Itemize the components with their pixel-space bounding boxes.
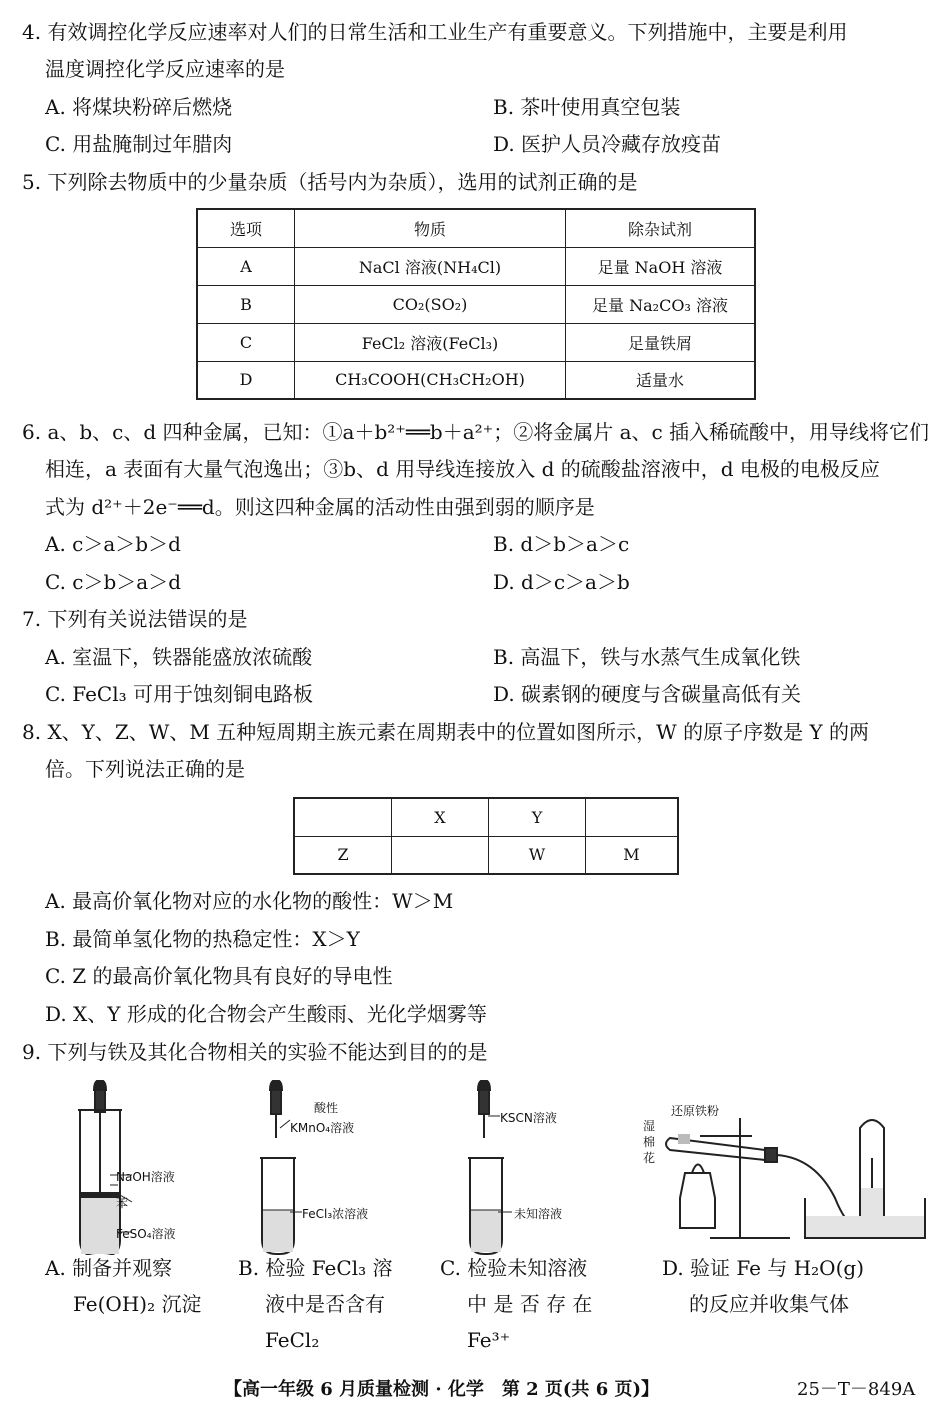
q6-option-a: A. c＞a＞b＞d — [45, 532, 181, 556]
fig-a-caption-2: Fe(OH)₂ 沉淀 — [73, 1292, 202, 1316]
fig-c-caption-1: C. 检验未知溶液 — [440, 1256, 588, 1280]
table-row — [197, 209, 755, 247]
figure-d-apparatus — [640, 1098, 930, 1248]
fig-b-caption-3: FeCl₂ — [265, 1328, 320, 1352]
q8-option-d: D. X、Y 形成的化合物会产生酸雨、光化学烟雾等 — [45, 1002, 487, 1026]
q7-option-b: B. 高温下，铁与水蒸气生成氧化铁 — [493, 645, 801, 669]
table-cell: M — [586, 836, 679, 874]
table-cell — [392, 836, 489, 874]
fig-d-label-wet-2: 棉 — [643, 1135, 656, 1149]
fig-a-label-benzene: 苯 — [116, 1196, 129, 1210]
table-row — [197, 247, 755, 285]
fig-c-caption-3: Fe³⁺ — [467, 1328, 511, 1352]
table-row — [294, 798, 678, 836]
table-cell: Y — [489, 798, 586, 836]
table-cell: NaCl 溶液(NH₄Cl) — [295, 247, 566, 285]
q4-option-a: A. 将煤块粉碎后燃烧 — [45, 95, 233, 119]
table-cell: CO₂(SO₂) — [295, 285, 566, 323]
q6-option-b: B. d＞b＞a＞c — [493, 532, 630, 556]
table-cell: X — [392, 798, 489, 836]
q7-option-d: D. 碳素钢的硬度与含碳量高低有关 — [493, 682, 802, 706]
fig-b-caption-2: 液中是否含有 — [265, 1292, 385, 1316]
fig-d-label-iron-powder: 还原铁粉 — [671, 1104, 720, 1118]
fig-d-label-wet-3: 花 — [643, 1151, 656, 1165]
table-row — [294, 836, 678, 874]
fig-a-caption-1: A. 制备并观察 — [45, 1256, 173, 1280]
q4-option-b: B. 茶叶使用真空包装 — [493, 95, 681, 119]
table-row — [197, 323, 755, 361]
table-header: 除杂试剂 — [566, 209, 756, 247]
q8-stem-line2: 倍。下列说法正确的是 — [45, 757, 245, 781]
fig-c-caption-2: 中 是 否 存 在 — [467, 1292, 593, 1316]
q4-option-d: D. 医护人员冷藏存放疫苗 — [493, 132, 722, 156]
table-cell: 足量铁屑 — [566, 323, 756, 361]
table-header: 物质 — [295, 209, 566, 247]
fig-d-caption-1: D. 验证 Fe 与 H₂O(g) — [662, 1256, 864, 1280]
table-cell: 足量 Na₂CO₃ 溶液 — [566, 285, 756, 323]
fig-b-caption-1: B. 检验 FeCl₃ 溶 — [238, 1256, 393, 1280]
q8-stem-line1: 8. X、Y、Z、W、M 五种短周期主族元素在周期表中的位置如图所示，W 的原子序数是 Y 的两 — [22, 720, 870, 744]
table-cell: 足量 NaOH 溶液 — [566, 247, 756, 285]
q8-option-b: B. 最简单氢化物的热稳定性：X＞Y — [45, 927, 360, 951]
q5-stem: 5. 下列除去物质中的少量杂质（括号内为杂质），选用的试剂正确的是 — [22, 170, 638, 194]
table-cell: A — [197, 247, 295, 285]
fig-b-label-kmno4: KMnO₄溶液 — [290, 1121, 355, 1135]
q7-stem: 7. 下列有关说法错误的是 — [22, 607, 248, 631]
table-cell — [294, 798, 392, 836]
fig-a-label-feso4: FeSO₄溶液 — [116, 1227, 176, 1241]
q6-option-c: C. c＞b＞a＞d — [45, 570, 182, 594]
q7-option-a: A. 室温下，铁器能盛放浓硫酸 — [45, 645, 313, 669]
fig-c-label-unknown: 未知溶液 — [514, 1207, 563, 1221]
q8-option-c: C. Z 的最高价氧化物具有良好的导电性 — [45, 964, 393, 988]
table-cell: Z — [294, 836, 392, 874]
table-cell: FeCl₂ 溶液(FeCl₃) — [295, 323, 566, 361]
fig-d-caption-2: 的反应并收集气体 — [689, 1292, 849, 1316]
footer-page-info: 【高一年级 6 月质量检测 · 化学 第 2 页(共 6 页)】 — [224, 1379, 660, 1400]
table-cell: CH₃COOH(CH₃CH₂OH) — [295, 361, 566, 399]
table-cell: B — [197, 285, 295, 323]
q4-stem-line2: 温度调控化学反应速率的是 — [45, 57, 285, 81]
table-cell: 适量水 — [566, 361, 756, 399]
q5-table — [196, 208, 756, 400]
periodic-table-fragment — [293, 797, 679, 875]
table-cell — [586, 798, 679, 836]
q9-stem: 9. 下列与铁及其化合物相关的实验不能达到目的的是 — [22, 1040, 488, 1064]
table-cell: W — [489, 836, 586, 874]
q6-option-d: D. d＞c＞a＞b — [493, 570, 630, 594]
footer-code: 25－T－849A — [797, 1379, 916, 1400]
fig-c-label-kscn: KSCN溶液 — [500, 1111, 557, 1125]
fig-a-label-naoh: NaOH溶液 — [116, 1170, 175, 1184]
q6-stem-line3: 式为 d²⁺＋2e⁻══d。则这四种金属的活动性由强到弱的顺序是 — [45, 495, 595, 519]
table-cell: D — [197, 361, 295, 399]
q4-option-c: C. 用盐腌制过年腊肉 — [45, 132, 233, 156]
q8-option-a: A. 最高价氧化物对应的水化物的酸性：W＞M — [45, 889, 454, 913]
fig-b-label-acidic: 酸性 — [314, 1101, 339, 1115]
table-row — [197, 285, 755, 323]
q7-option-c: C. FeCl₃ 可用于蚀刻铜电路板 — [45, 682, 313, 706]
q4-stem-line1: 4. 有效调控化学反应速率对人们的日常生活和工业生产有重要意义。下列措施中，主要是利用 — [22, 20, 848, 44]
q6-stem-line2: 相连，a 表面有大量气泡逸出；③b、d 用导线连接放入 d 的硫酸盐溶液中，d 电极的电极反应 — [45, 457, 880, 481]
fig-b-label-fecl3: FeCl₃浓溶液 — [302, 1207, 369, 1221]
table-cell: C — [197, 323, 295, 361]
figure-c-test-tube — [458, 1080, 538, 1255]
q6-stem-line1: 6. a、b、c、d 四种金属，已知：①a＋b²⁺══b＋a²⁺；②将金属片 a、c 插入稀硫酸中，用导线将它们 — [22, 420, 930, 444]
table-header: 选项 — [197, 209, 295, 247]
fig-d-label-wet-1: 湿 — [643, 1119, 656, 1133]
table-row — [197, 361, 755, 399]
